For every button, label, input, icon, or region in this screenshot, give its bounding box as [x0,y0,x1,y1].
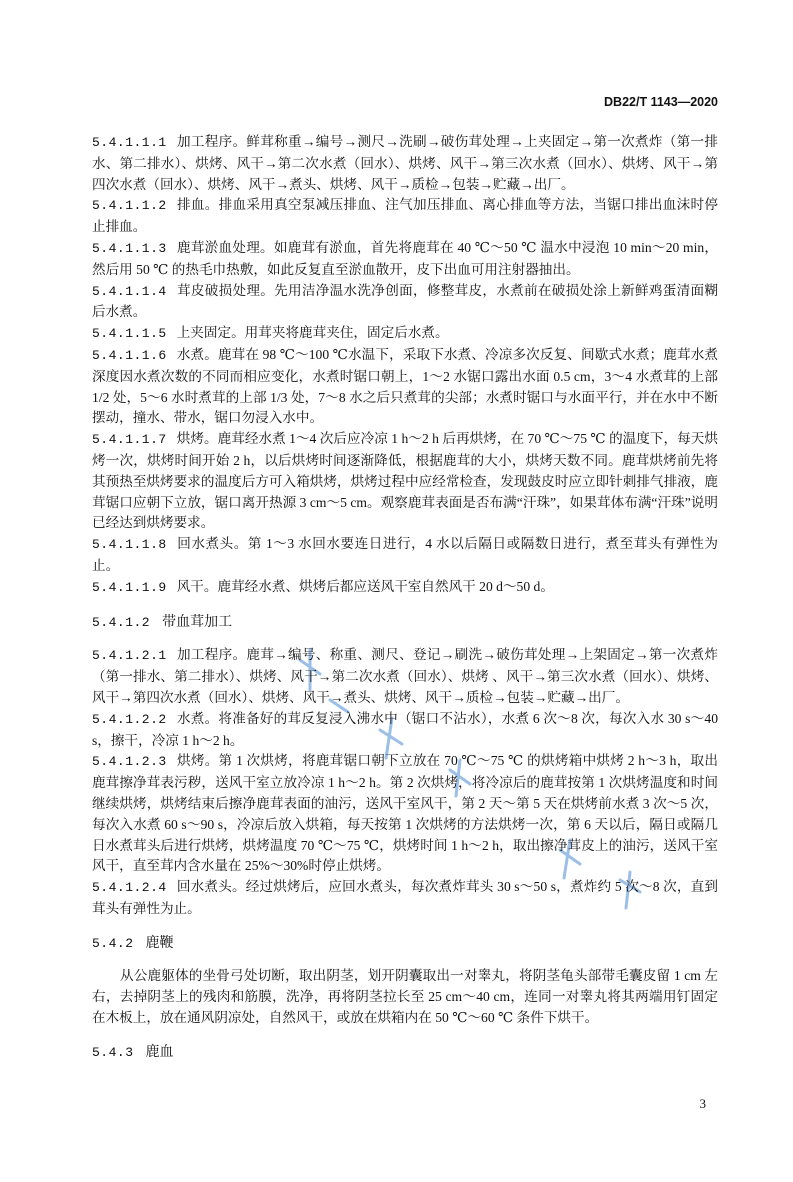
clause-number: 5.4.1.2.1 [92,648,167,664]
clause-text: 加工程序。鹿茸→编号、称重、测尺、登记→刷洗→破伤茸处理→上架固定→第一次煮炸（第一排水、第二排水）、烘烤、风干→第二次水煮（回水）、烘烤 、风干→第三次水煮（回水）、烘烤、风干→第四次水煮（回水）、烘烤、风干→煮头、烘烤、风干→质检→包装→贮藏→出厂。 [92,647,718,705]
clause-text: 排血。排血采用真空泵减压排血、注气加压排血、离心排血等方法，当锯口排出血沫时停止排血。 [92,197,718,235]
clause-number: 5.4.1.2.3 [92,754,167,770]
clause-number: 5.4.1.1.3 [92,240,167,256]
heading-title: 鹿血 [145,1042,174,1059]
clause-5-4-1-1-1 [92,132,718,195]
clause-number: 5.4.1.1.7 [92,432,167,448]
clause-5-4-1-1-7 [92,429,718,534]
paragraph-deer-penis: 从公鹿躯体的坐骨弓处切断，取出阴茎，划开阴囊取出一对睾丸，将阴茎龟头部带毛囊皮留 1 cm 左右，去掉阴茎上的残肉和筋膜，洗净，再将阴茎拉长至 25 cm～40 cm，连同一对睾丸将其两端用钉固定在木板上，放在通风阴凉处，自然风干，或放在烘箱内在 50 ℃～60 ℃ 条件下烘干。 [92,968,718,1026]
clause-5-4-1-1-8 [92,534,718,577]
heading-number: 5.4.1.2 [92,614,151,630]
clause-5-4-1-1-2 [92,195,718,238]
clause-text: 水煮。将准备好的茸反复浸入沸水中（锯口不沾水），水煮 6 次～8 次，每次入水 30 s～40 s，擦干，冷凉 1 h～2 h。 [92,710,718,748]
clause-5-4-1-1-3 [92,238,718,281]
clause-number: 5.4.1.1.9 [92,579,167,595]
heading-number: 5.4.3 [92,1044,134,1060]
clause-number: 5.4.1.2.2 [92,711,167,727]
clause-5-4-1-2-1 [92,645,718,708]
clause-text: 水煮。鹿茸在 98 ℃～100 ℃水温下，采取下水煮、冷凉多次反复、间歇式水煮；鹿茸水煮深度因水煮次数的不同而相应变化，水煮时锯口朝上，1～2 水锯口露出水面 0.5 cm，3～4 水煮茸的上部 1/2 处，5～6 水时煮茸的上部 1/3 处，7～8 水之后只煮茸的尖部；水煮时锯口与水面平行，并在水中不断摆动，撞水、带水，锯口勿浸入水中。 [92,346,718,426]
clause-text: 回水煮头。第 1～3 水回水要连日进行，4 水以后隔日或隔数日进行，煮至茸头有弹性为止。 [92,536,718,573]
clause-5-4-1-2-3 [92,751,718,877]
section-heading-5-4-1-2 [92,611,718,634]
clause-5-4-1-2-2 [92,709,718,752]
page-number: 3 [699,1095,706,1111]
clause-text: 上夹固定。用茸夹将鹿茸夹住，固定后水煮。 [176,325,449,341]
document-code: DB22/T 1143—2020 [604,95,718,109]
clause-number: 5.4.1.1.2 [92,198,167,214]
heading-number: 5.4.2 [92,935,134,951]
clause-5-4-1-2-4 [92,877,718,920]
clause-5-4-1-1-9 [92,577,718,599]
clause-number: 5.4.1.1.6 [92,347,167,363]
clause-number: 5.4.1.2.4 [92,880,167,896]
clause-text: 回水煮头。经过烘烤后，应回水煮头，每次煮炸茸头 30 s～50 s，煮炸约 5 次～8 次，直到茸头有弹性为止。 [92,879,718,916]
clause-number: 5.4.1.1.5 [92,326,167,342]
clause-5-4-1-1-4 [92,281,718,324]
clause-5-4-1-1-5 [92,323,718,345]
clause-text: 加工程序。鲜茸称重→编号→测尺→洗刷→破伤茸处理→上夹固定→第一次煮炸（第一排水、第二排水）、烘烤、风干→第二次水煮（回水）、烘烤、风干→第三次水煮（回水）、烘烤、风干→第四次水煮（回水）、烘烤、风干→煮头、烘烤、风干→质检→包装→贮藏→出厂。 [92,134,718,192]
clause-5-4-1-1-6 [92,345,718,429]
clause-text: 烘烤。第 1 次烘烤，将鹿茸锯口朝下立放在 70 ℃～75 ℃ 的烘烤箱中烘烤 2 h～3 h，取出鹿茸擦净茸表污秽，送风干室立放冷凉 1 h～2 h。第 2 次烘烤，将冷凉后的鹿茸按第 1 次烘烤温度和时间继续烘烤，烘烤结束后擦净鹿茸表面的油污，送风干室风干，第 2 天～第 5 天在烘烤前水煮 3 次～5 次，每次入水煮 60 s～90 s，冷凉后放入烘箱，每天按第 1 次烘烤的方法烘烤一次，第 6 天以后，隔日或隔几日水煮茸头后进行烘烤，烘烤温度 70 ℃～75 ℃，烘烤时间 1 h～2 h，取出擦净茸皮上的油污，送风干室风干，直至茸内含水量在 25%～30%时停止烘烤。 [92,753,718,874]
heading-title: 带血茸加工 [162,612,233,629]
section-heading-5-4-2 [92,932,718,955]
clause-text: 鹿茸淤血处理。如鹿茸有淤血，首先将鹿茸在 40 ℃～50 ℃ 温水中浸泡 10 min～20 min，然后用 50 ℃ 的热毛巾热敷，如此反复直至淤血散开，皮下出血可用注射器抽出。 [92,239,718,277]
clause-number: 5.4.1.1.8 [92,537,167,553]
clause-text: 风干。鹿茸经水煮、烘烤后都应送风干室自然风干 20 d～50 d。 [176,578,554,594]
heading-title: 鹿鞭 [145,933,174,950]
clause-number: 5.4.1.1.4 [92,283,167,299]
clause-text: 茸皮破损处理。先用洁净温水洗净创面，修整茸皮，水煮前在破损处涂上新鲜鸡蛋清面糊后水煮。 [92,282,718,320]
clause-number: 5.4.1.1.1 [92,135,167,150]
clause-text: 烘烤。鹿茸经水煮 1～4 次后应冷凉 1 h～2 h 后再烘烤，在 70 ℃～75 ℃ 的温度下，每天烘烤一次，烘烤时间开始 2 h，以后烘烤时间逐渐降低，根据鹿茸的大小，烘烤天数不同。鹿茸烘烤前先将其预热至烘烤要求的温度后方可入箱烘烤，烘烤过程中应经常检查，发现鼓皮时应立即针刺排气排液，鹿茸锯口应朝下立放，锯口离开热源 3 cm～5 cm。观察鹿茸表面是否布满“汗珠”，如果茸体布满“汗珠”说明已经达到烘烤要求。 [92,431,718,531]
section-heading-5-4-3 [92,1041,718,1064]
page-spacer [92,1076,718,1096]
